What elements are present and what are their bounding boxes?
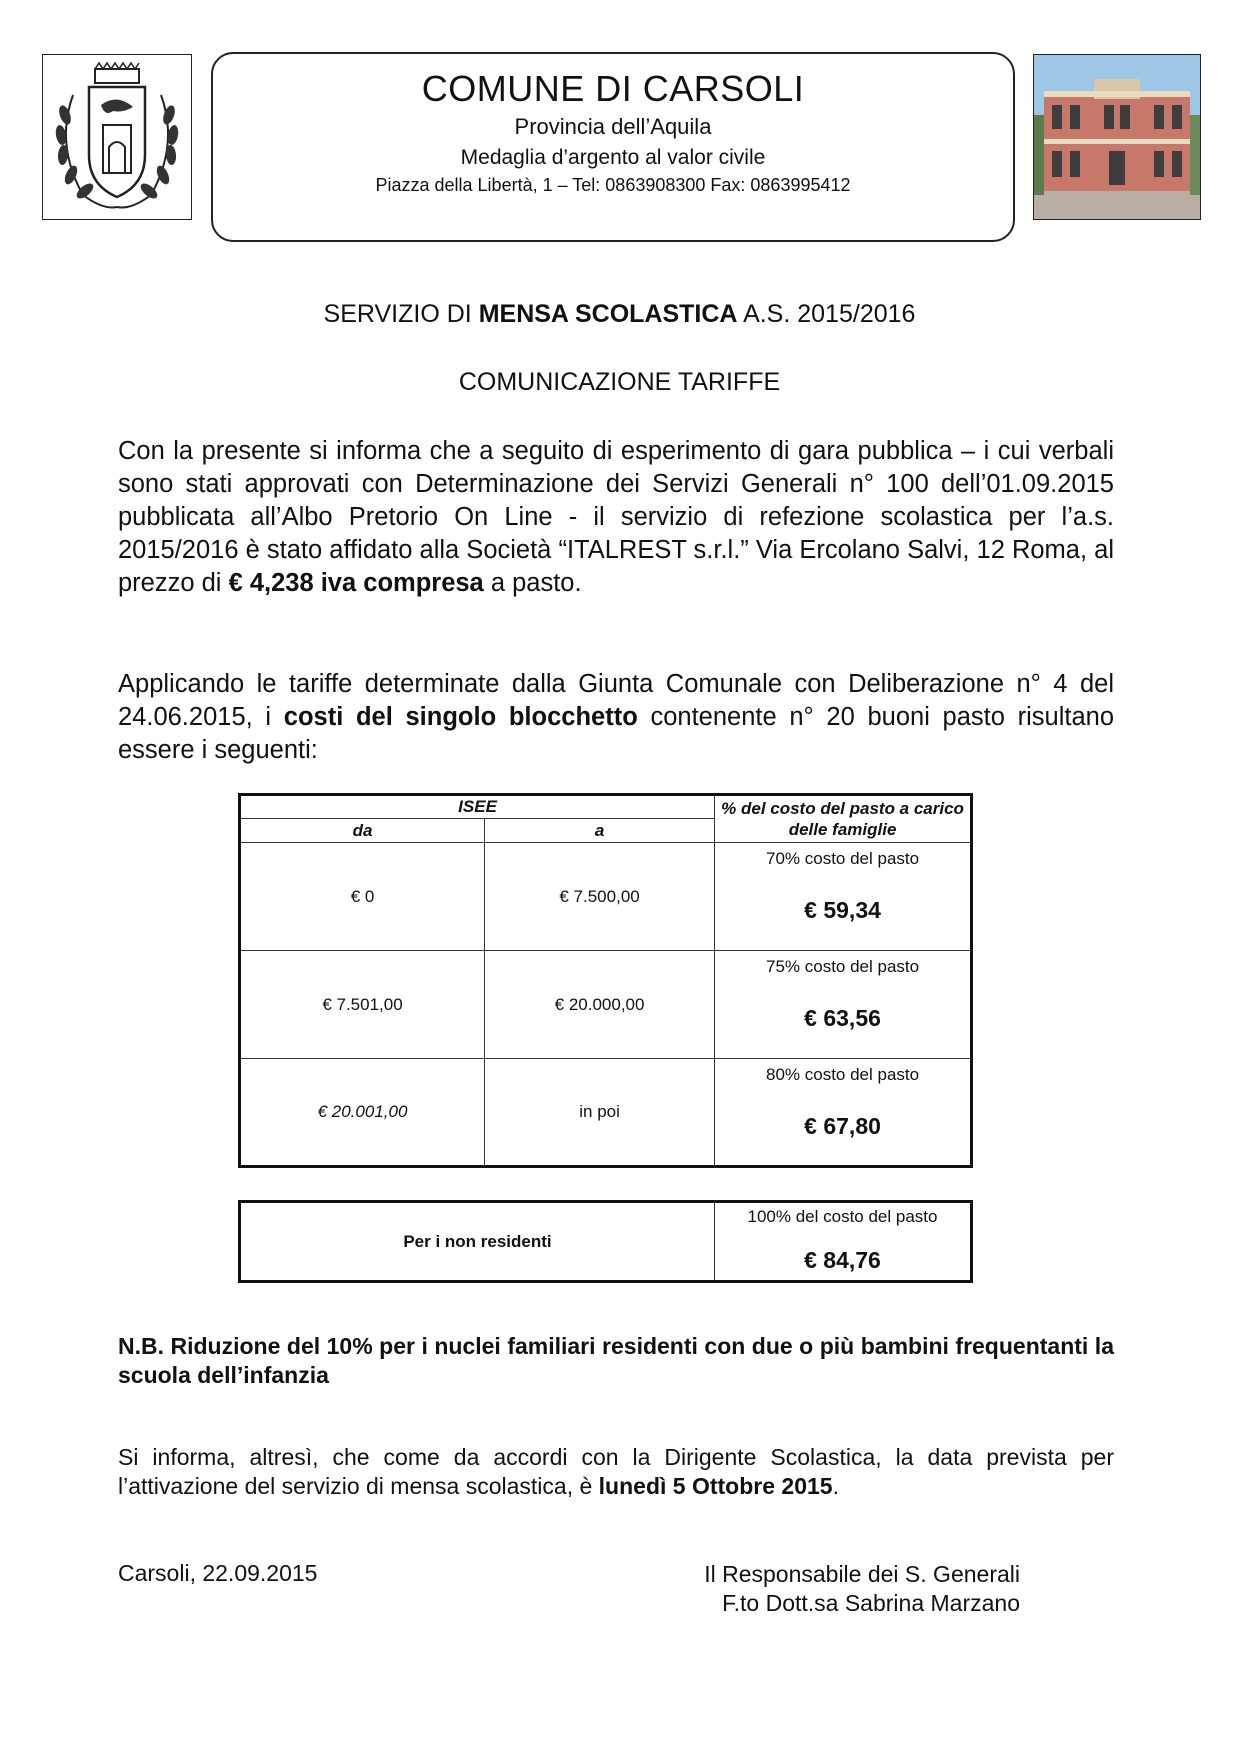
nonresident-pct — [714, 1202, 971, 1282]
isee-rates-table — [238, 793, 973, 1168]
table-row — [240, 843, 972, 951]
document-subtitle: COMUNICAZIONE TARIFFE — [458, 368, 781, 396]
municipality-header — [211, 52, 1015, 242]
start-date-end: . — [832, 1473, 839, 1499]
row-from: € 20.001,00 — [240, 1059, 485, 1167]
from-header: da — [240, 819, 485, 843]
nonresident-label: Per i non residenti — [240, 1202, 715, 1282]
intro-text: Con la presente si informa che a seguito di esperimento di gara pubblica – i cui verbali sono stati approvati con Determinazione dei Servizi Generali n° 100 dell’01.09.2015 pubblicata all’Albo Pretorio On Line - il servizio di refezione scolastica per l’a.s. 2015/2016 è stato affidato alla Società “ITALREST s.r.l.” Via Ercolano Salvi, 12 Roma, al prezzo di — [118, 437, 1114, 597]
row-price: € 63,56 — [804, 1005, 881, 1031]
nonresident-pct-label: 100% del costo del pasto — [747, 1207, 938, 1226]
signer-role: Il Responsabile dei S. Generali — [704, 1561, 1020, 1587]
municipality-name: COMUNE DI CARSOLI — [421, 68, 805, 109]
row-price: € 67,80 — [804, 1113, 881, 1139]
tariff-end: contenente n° 20 buoni pasto risultano essere i seguenti: — [118, 703, 1115, 764]
row-pct-label: 70% costo del pasto — [766, 849, 920, 868]
intro-end: a pasto. — [483, 569, 582, 597]
price-per-meal: € 4,238 iva compresa — [228, 569, 484, 597]
row-from: € 7.501,00 — [240, 951, 485, 1059]
reduction-note: N.B. Riduzione del 10% per i nuclei familiari residenti con due o più bambini frequentanti la scuola dell’infanzia — [118, 1333, 1114, 1388]
row-to: € 7.500,00 — [485, 843, 715, 951]
row-pct-label: 80% costo del pasto — [766, 1065, 920, 1084]
medal-line: Medaglia d’argento al valor civile — [460, 146, 766, 169]
address-line: Piazza della Libertà, 1 – Tel: 0863908300 Fax: 0863995412 — [375, 175, 851, 195]
start-date-text: Si informa, altresì, che come da accordi con la Dirigente Scolastica, la data prevista per l’attivazione del servizio di mensa scolastica, è — [118, 1444, 1114, 1499]
document-title — [118, 300, 1121, 329]
row-price: € 59,34 — [804, 897, 881, 923]
province-line: Provincia dell’Aquila — [514, 114, 712, 139]
table-row — [240, 951, 972, 1059]
intro-paragraph — [118, 435, 1114, 600]
table-row — [240, 1059, 972, 1167]
tariff-bold: costi del singolo blocchetto — [283, 703, 638, 731]
start-date-paragraph — [118, 1443, 1114, 1501]
tariff-text: Applicando le tariffe determinate dalla Giunta Comunale con Deliberazione n° 4 del 24.06.2015, i — [118, 670, 1114, 731]
row-pct — [715, 1059, 972, 1167]
place-date: Carsoli, 22.09.2015 — [118, 1560, 318, 1586]
row-pct — [715, 951, 972, 1059]
tariff-paragraph — [118, 668, 1114, 767]
title-suffix: A.S. 2015/2016 — [737, 300, 916, 328]
town-hall-photo — [1033, 54, 1201, 220]
row-pct-label: 75% costo del pasto — [766, 957, 920, 976]
signer-name: F.to Dott.sa Sabrina Marzano — [722, 1590, 1020, 1616]
isee-header: ISEE — [240, 795, 715, 819]
row-from: € 0 — [240, 843, 485, 951]
municipal-crest-icon — [43, 55, 191, 219]
to-header: a — [485, 819, 715, 843]
row-to: € 20.000,00 — [485, 951, 715, 1059]
nonresident-table — [238, 1200, 973, 1283]
nonresident-price: € 84,76 — [804, 1247, 881, 1273]
row-pct — [715, 843, 972, 951]
start-date: lunedì 5 Ottobre 2015 — [598, 1473, 833, 1499]
title-bold: MENSA SCOLASTICA — [478, 300, 738, 328]
signature-block — [676, 1560, 1020, 1618]
row-to: in poi — [485, 1059, 715, 1167]
title-prefix: SERVIZIO DI — [323, 300, 479, 328]
municipal-crest — [42, 54, 192, 220]
pct-header: % del costo del pasto a carico delle famiglie — [715, 795, 972, 843]
